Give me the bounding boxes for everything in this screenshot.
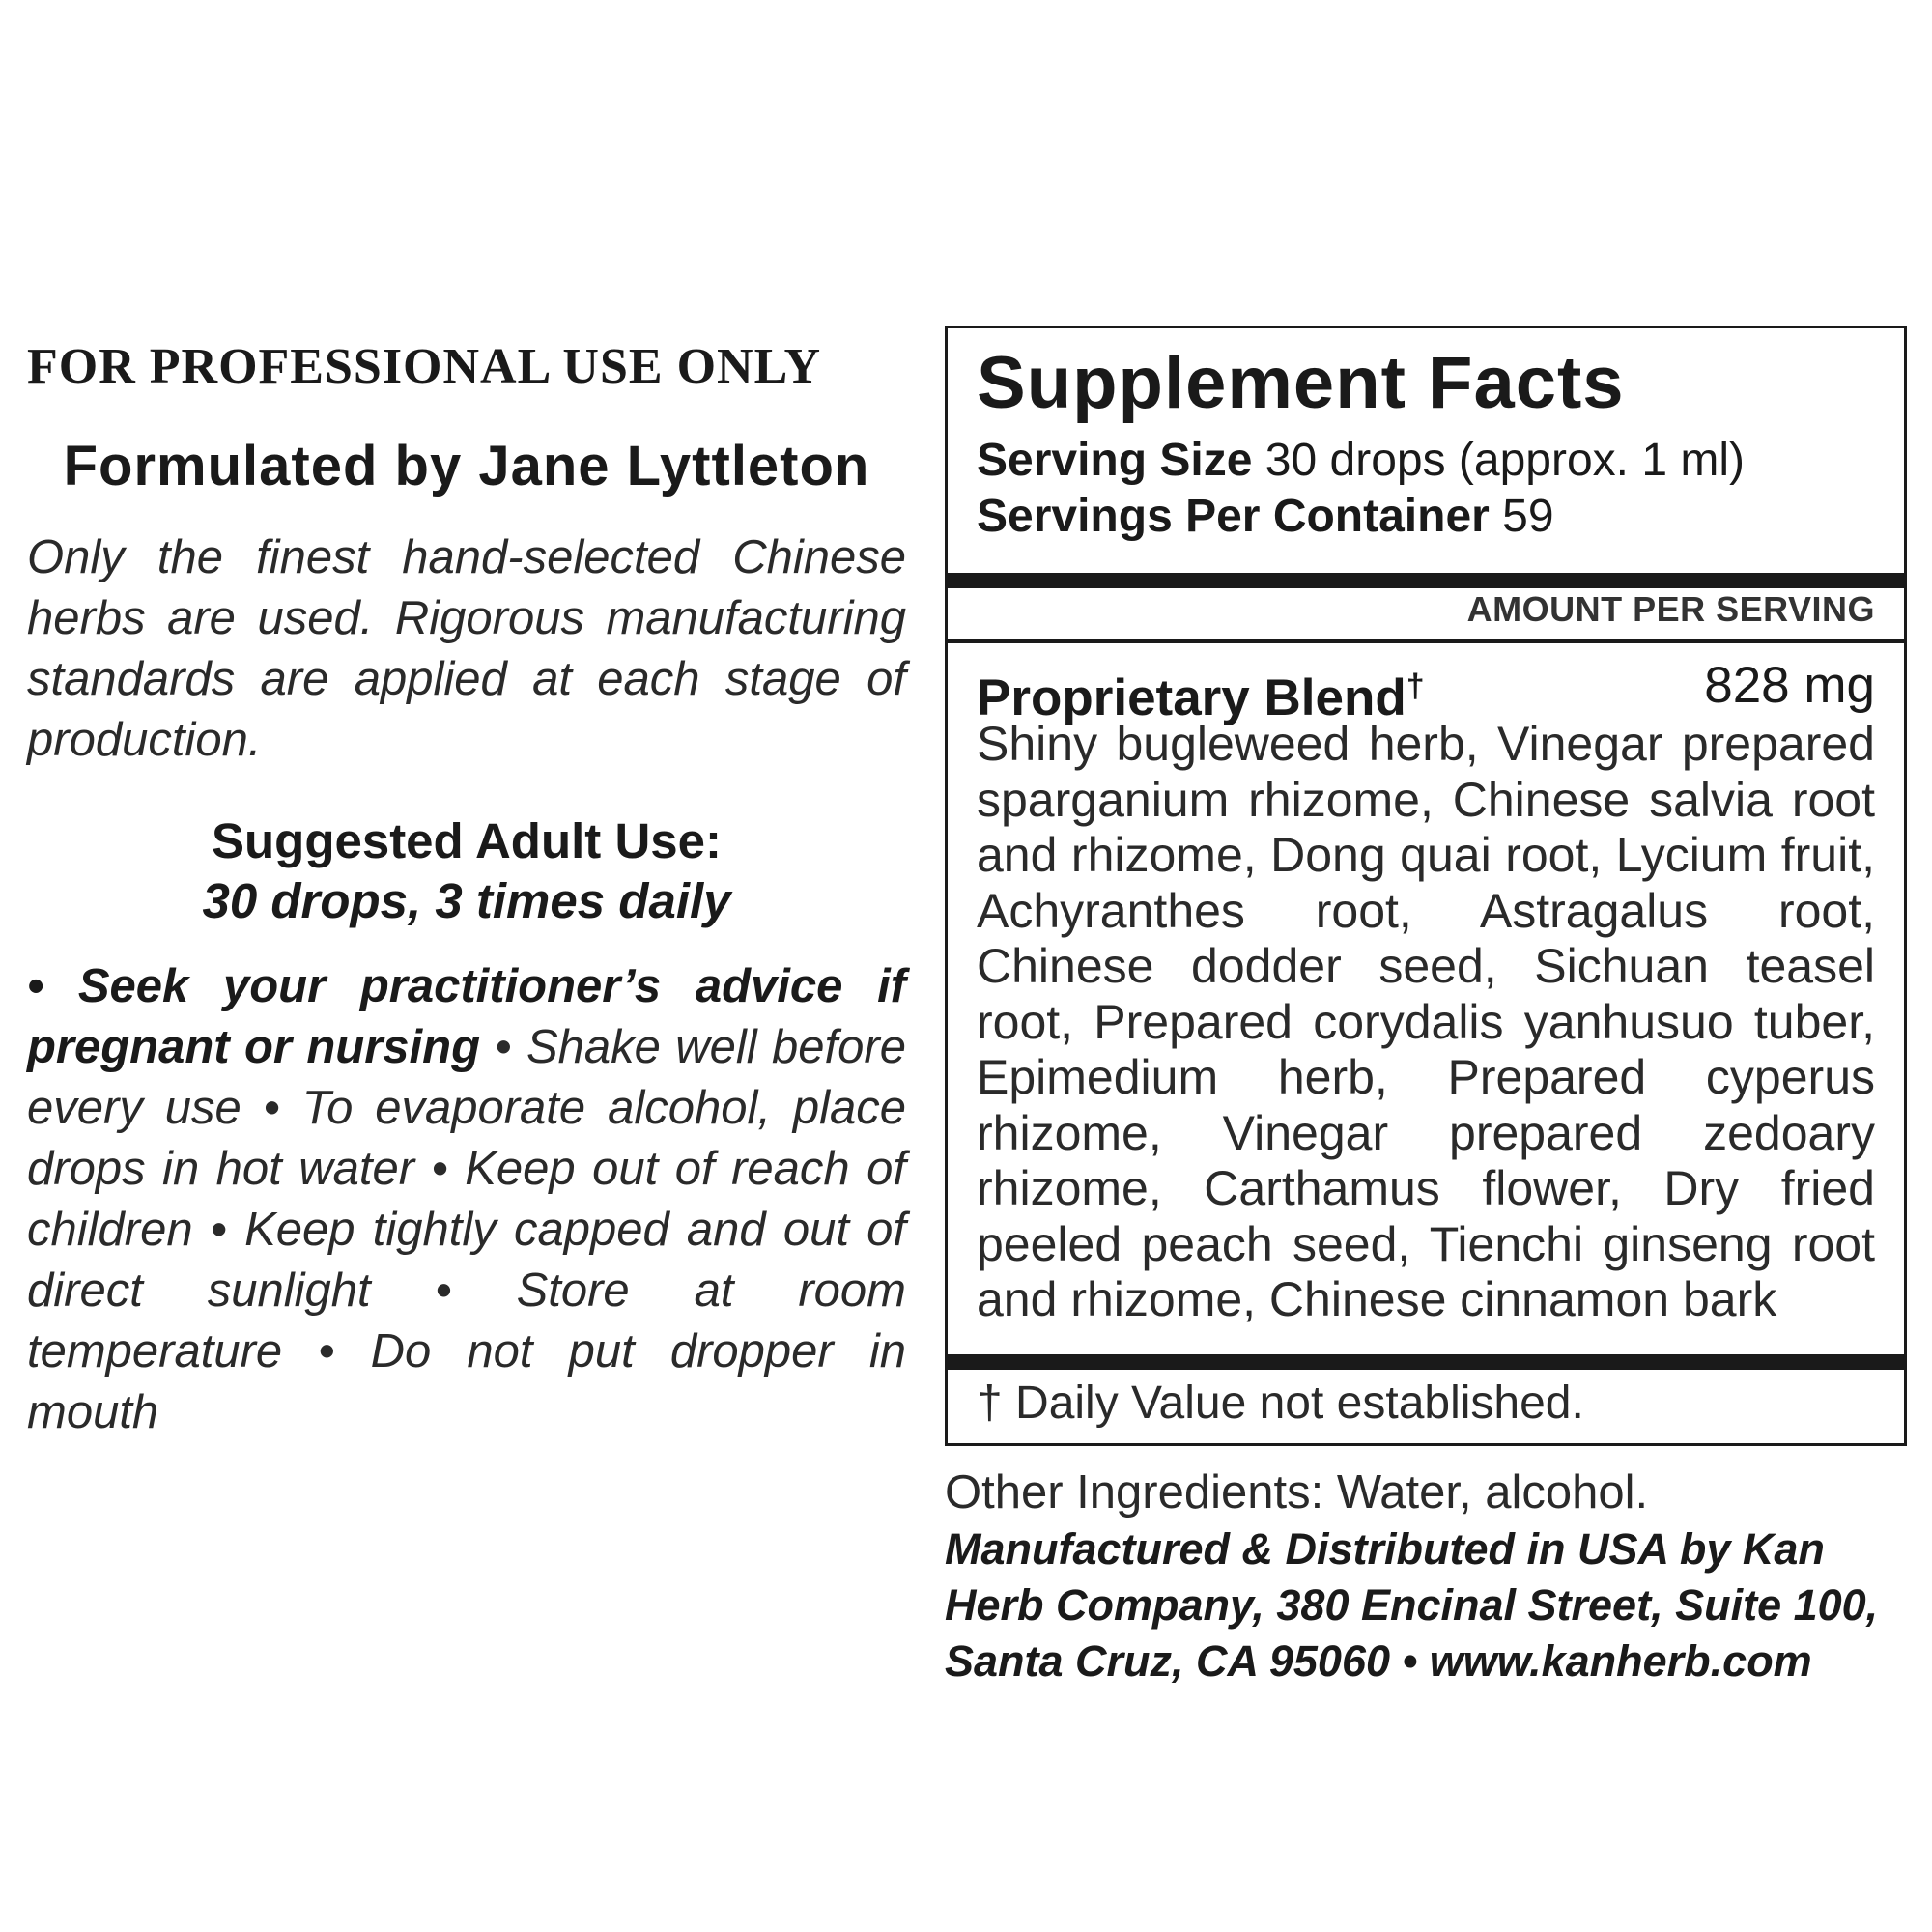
proprietary-blend-amount: 828 mg [1704,657,1875,714]
divider-thin [948,639,1904,643]
warnings-paragraph [27,956,906,1443]
intro-paragraph: Only the finest hand-selected Chinese herbs are used. Rigorous manufacturing standards are applied at each stage of production. [27,531,906,766]
serving-info [977,433,1904,545]
supplement-facts-title: Supplement Facts [977,342,1625,424]
manufacturer-info: Manufactured & Distributed in USA by Kan Herb Company, 380 Encinal Street, Suite 100, Santa Cruz, CA 95060 • www.kanherb.com [945,1524,1879,1686]
warning-list: • Shake well before every use • To evaporate alcohol, place drops in hot water • Keep out of reach of children • Keep tightly capped and out of direct sunlight • Store at room temperature • Do not put dropper in mouth [27,1021,906,1438]
suggested-use-dose: 30 drops, 3 times daily [202,873,731,928]
divider-thick-top [948,573,1904,588]
servings-per-container-value: 59 [1489,491,1554,542]
left-column [27,338,906,1443]
servings-per-container-line [977,489,1904,545]
supplement-facts-panel [945,326,1907,1446]
blend-dagger: † [1406,668,1425,704]
serving-size-label: Serving Size [977,435,1253,486]
daily-value-note: † Daily Value not established. [977,1378,1584,1429]
warning-practitioner: • Seek your practitioner’s advice if pregnant or nursing [27,960,906,1073]
blend-ingredients: Shiny bugleweed herb, Vinegar prepared sparganium rhizome, Chinese salvia root and rhizome, Dong quai root, Lycium fruit, Achyranthes root, Astragalus root, Chinese dodder seed, Sichuan teasel root, Prepared corydalis yanhusuo tuber, Epimedium herb, Prepared cyperus rhizome, Vinegar prepared zedoary rhizome, Carthamus flower, Dry fried peeled peach seed, Tienchi ginseng root and rhizome, Chinese cinnamon bark [977,717,1875,1326]
suggested-use-heading: Suggested Adult Use: [212,813,722,868]
amount-per-serving-header: AMOUNT PER SERVING [1466,589,1875,629]
serving-size-value: 30 drops (approx. 1 ml) [1252,435,1746,486]
formulated-by: Formulated by Jane Lyttleton [63,435,870,497]
serving-size-line [977,433,1904,489]
other-ingredients: Other Ingredients: Water, alcohol. [945,1466,1649,1519]
divider-thick-bottom [948,1354,1904,1370]
servings-per-container-label: Servings Per Container [977,491,1490,542]
professional-use-notice: FOR PROFESSIONAL USE ONLY [27,339,822,394]
blend-name-text: Proprietary Blend [977,668,1406,726]
